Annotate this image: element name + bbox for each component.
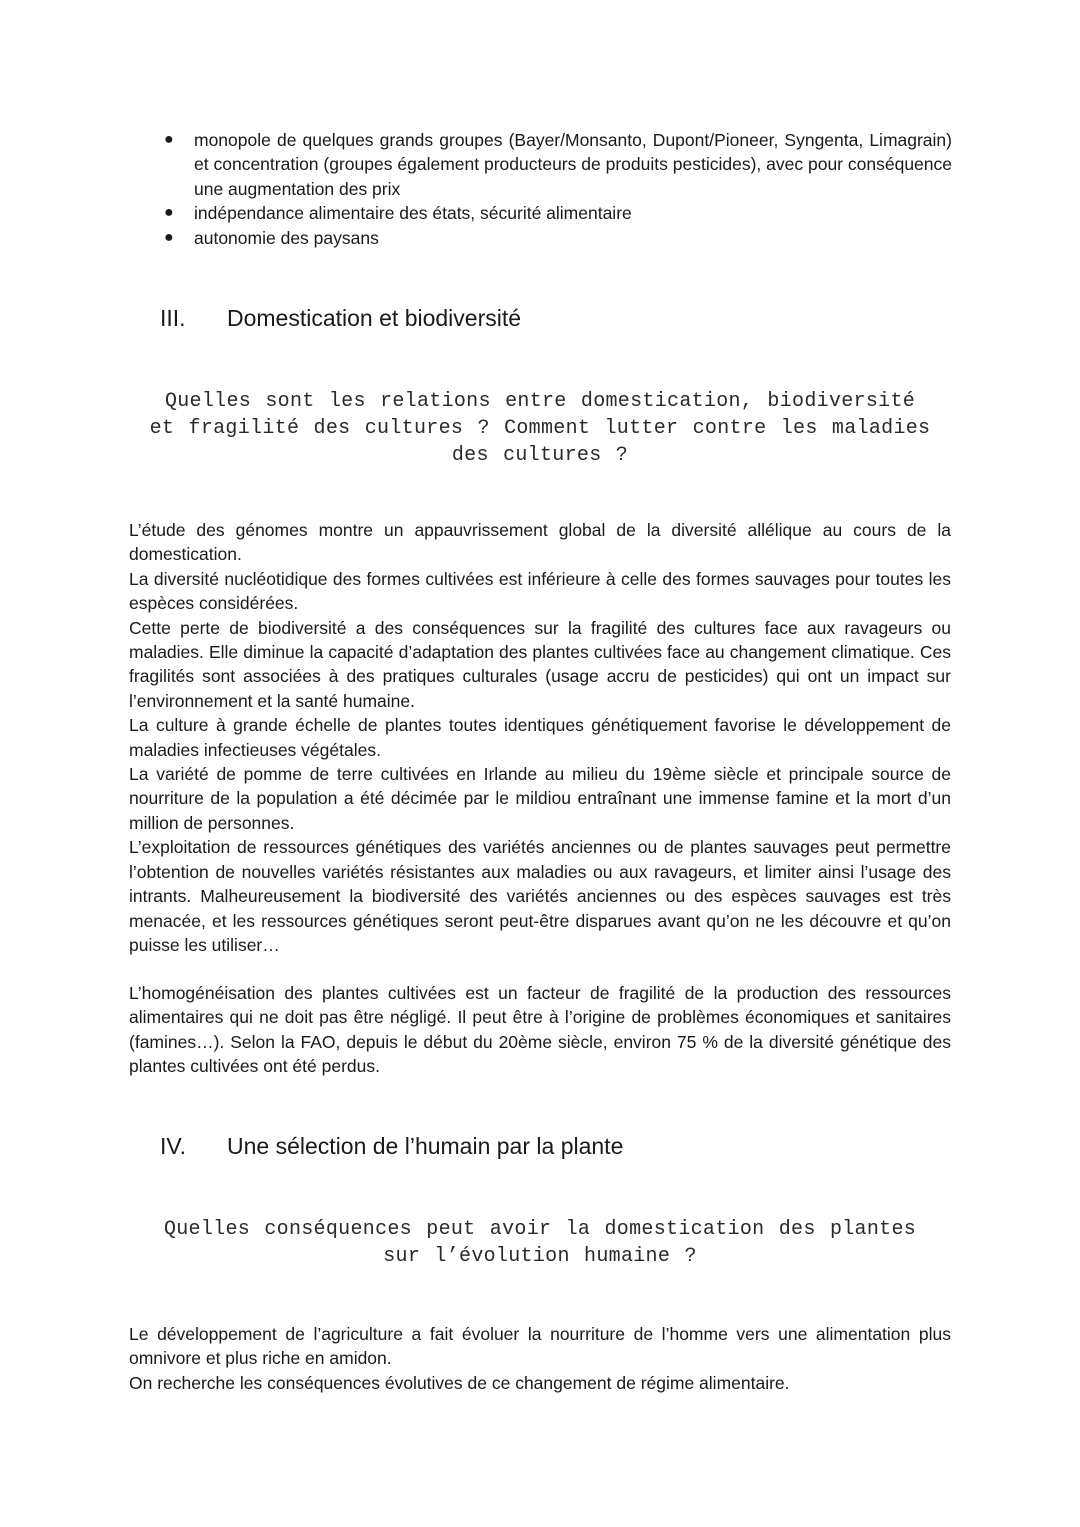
list-item [160, 128, 952, 201]
paragraph: L’exploitation de ressources génétiques des variétés anciennes ou de plantes sauvages peut permettre l’obtention de nouvelles variétés résistantes aux maladies ou aux ravageurs, et limiter ainsi l’usage des intrants. Malheureusement la biodiversité des variétés anciennes ou des espèces sauvages est très menacée, et les ressources génétiques seront peut-être disparues avant qu’on ne les découvre et qu’on puisse les utiliser… [129, 837, 951, 955]
bullet-list [160, 128, 952, 250]
paragraph: Cette perte de biodiversité a des conséquences sur la fragilité des cultures face aux ravageurs ou maladies. Elle diminue la capacité d’adaptation des plantes cultivées face au changement climatique. Ces fragilités sont associées à des pratiques culturales (usage accru de pesticides) qui ont un impact sur l’environnement et la santé humaine. [129, 617, 951, 711]
section-3-number: III. [160, 305, 186, 331]
section-3-heading [160, 303, 521, 333]
section-3-conclusion [129, 981, 951, 1079]
bullet-icon: ● [164, 228, 174, 246]
section-4-question [128, 1216, 952, 1270]
list-item [160, 226, 952, 250]
paragraph: La variété de pomme de terre cultivées en Irlande au milieu du 19ème siècle et principale source de nourriture de la population a été décimée par le mildiou entraînant une immense famine et la mort d’un million de personnes. [129, 764, 951, 833]
bullet-text: monopole de quelques grands groupes (Bayer/Monsanto, Dupont/Pioneer, Syngenta, Limagrain) et concentration (groupes également producteurs de produits pesticides), avec pour conséquence une augmentation des prix [194, 130, 952, 199]
paragraph: La culture à grande échelle de plantes toutes identiques génétiquement favorise le développement de maladies infectieuses végétales. [129, 715, 951, 760]
section-3-title: Domestication et biodiversité [227, 305, 522, 331]
question-line: et fragilité des cultures ? Comment lutter contre les maladies [149, 417, 931, 440]
section-4-body [129, 1322, 951, 1395]
paragraph: On recherche les conséquences évolutives de ce changement de régime alimentaire. [129, 1372, 790, 1393]
bullet-icon: ● [164, 131, 174, 148]
section-4-heading [160, 1131, 623, 1161]
section-3-question [128, 388, 952, 469]
paragraph: Le développement de l’agriculture a fait évoluer la nourriture de l’homme vers une alimentation plus omnivore et plus riche en amidon. [129, 1324, 951, 1369]
question-line: sur l’évolution humaine ? [383, 1245, 697, 1268]
bullet-text: indépendance alimentaire des états, sécurité alimentaire [194, 203, 632, 224]
paragraph: L’homogénéisation des plantes cultivées est un facteur de fragilité de la production des ressources alimentaires qui ne doit pas être négligé. Il peut être à l’origine de problèmes économiques et sanitaires (famines…). Selon la FAO, depuis le début du 20ème siècle, environ 75 % de la diversité génétique des plantes cultivées ont été perdus. [129, 983, 951, 1077]
paragraph: La diversité nucléotidique des formes cultivées est inférieure à celle des formes sauvages pour toutes les espèces considérées. [129, 568, 951, 614]
list-item [160, 201, 952, 225]
section-4-number: IV. [160, 1133, 187, 1159]
paragraph: L’étude des génomes montre un appauvrissement global de la diversité allélique au cours de la domestication. [129, 520, 951, 565]
bullet-icon: ● [164, 204, 174, 222]
section-3-body [129, 518, 951, 957]
section-4-title: Une sélection de l’humain par la plante [227, 1133, 624, 1159]
question-line: Quelles sont les relations entre domestication, biodiversité [164, 390, 916, 413]
bullet-text: autonomie des paysans [194, 227, 379, 248]
question-line: des cultures ? [451, 444, 629, 467]
question-line: Quelles conséquences peut avoir la domestication des plantes [163, 1218, 917, 1241]
